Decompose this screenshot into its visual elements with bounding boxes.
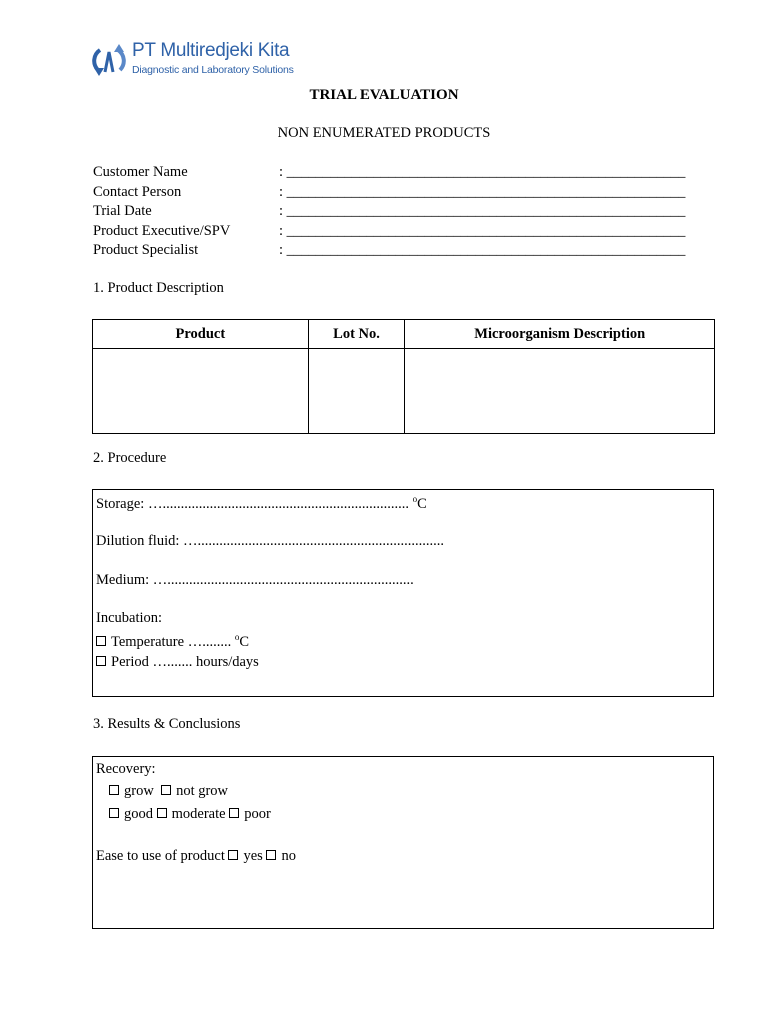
period-checkbox[interactable] [96,656,106,666]
no-checkbox[interactable] [266,850,276,860]
good-checkbox[interactable] [109,808,119,818]
field-label: Product Specialist [93,242,199,258]
customer-name-field[interactable] [93,164,693,184]
contact-person-field[interactable] [93,184,693,204]
logo-arrows-icon [92,42,126,78]
section-results-heading: 3. Results & Conclusions [93,716,241,732]
table-header-row [93,320,715,349]
poor-checkbox[interactable] [229,808,239,818]
ease-label: Ease to use of product [96,848,225,864]
temperature-dots[interactable]: …........ [184,633,235,650]
column-header-lot-no: Lot No. [308,320,405,349]
medium-dots[interactable]: ….................................................................... [149,572,414,588]
section-procedure-heading: 2. Procedure [93,450,167,466]
moderate-checkbox[interactable] [157,808,167,818]
header-fields [93,164,693,262]
trial-date-field[interactable] [93,203,693,223]
field-input-line[interactable]: : _______________________________________________________ [279,164,686,180]
period-label: Period [111,654,149,670]
column-header-microorganism: Microorganism Description [405,320,715,349]
table-row [93,349,715,434]
temperature-checkbox[interactable] [96,636,106,646]
temperature-label: Temperature [111,633,185,650]
product-cell[interactable] [93,349,309,434]
incubation-label: Incubation: [96,610,163,626]
degree-mark: o [412,494,418,504]
not-grow-label: not grow [176,783,229,799]
company-name: PT Multiredjeki Kita [132,40,290,61]
document-subtitle: NON ENUMERATED PRODUCTS [277,125,491,141]
column-header-product: Product [93,320,309,349]
good-label: good [124,806,153,822]
lot-no-cell[interactable] [308,349,405,434]
dilution-dots[interactable]: ….................................................................... [179,533,444,549]
section-product-description-heading: 1. Product Description [93,280,224,296]
field-label: Product Executive/SPV [93,222,231,239]
procedure-box [92,489,714,697]
grow-checkbox[interactable] [109,785,119,795]
dilution-label: Dilution fluid: [96,533,180,549]
yes-checkbox[interactable] [228,850,238,860]
medium-label: Medium: [96,572,150,588]
field-label: Contact Person [93,183,182,200]
degree-mark: o [234,632,240,642]
storage-label: Storage: [96,495,145,512]
temperature-line[interactable] [96,632,249,651]
field-label: Customer Name [93,164,188,180]
field-input-line[interactable]: : _______________________________________________________ [279,222,686,239]
quality-options [109,806,271,823]
product-description-table [92,319,715,434]
no-label: no [281,848,296,864]
storage-line[interactable] [96,494,427,513]
grow-options [109,783,228,800]
yes-label: yes [243,848,263,864]
product-executive-field[interactable] [93,223,693,243]
not-grow-checkbox[interactable] [161,785,171,795]
storage-unit: C [417,495,427,512]
ease-of-use-options [96,848,296,865]
field-input-line[interactable]: : _______________________________________________________ [279,242,686,258]
company-tagline: Diagnostic and Laboratory Solutions [132,64,294,76]
moderate-label: moderate [171,806,226,822]
period-dots[interactable]: …....... hours/days [148,654,259,670]
field-input-line[interactable]: : _______________________________________________________ [279,203,686,219]
poor-label: poor [244,806,271,822]
period-line[interactable] [96,654,259,671]
temperature-unit: C [239,633,249,650]
microorganism-cell[interactable] [405,349,715,434]
recovery-label: Recovery: [96,761,156,777]
field-input-line[interactable]: : _______________________________________________________ [279,183,686,200]
storage-dots[interactable]: ….................................................................... [144,495,413,512]
medium-line[interactable] [96,572,414,589]
field-label: Trial Date [93,203,152,219]
company-logo [92,40,292,80]
product-specialist-field[interactable] [93,242,693,262]
grow-label: grow [124,783,154,799]
document-title: TRIAL EVALUATION [309,87,459,103]
dilution-line[interactable] [96,533,444,550]
results-box [92,756,714,929]
